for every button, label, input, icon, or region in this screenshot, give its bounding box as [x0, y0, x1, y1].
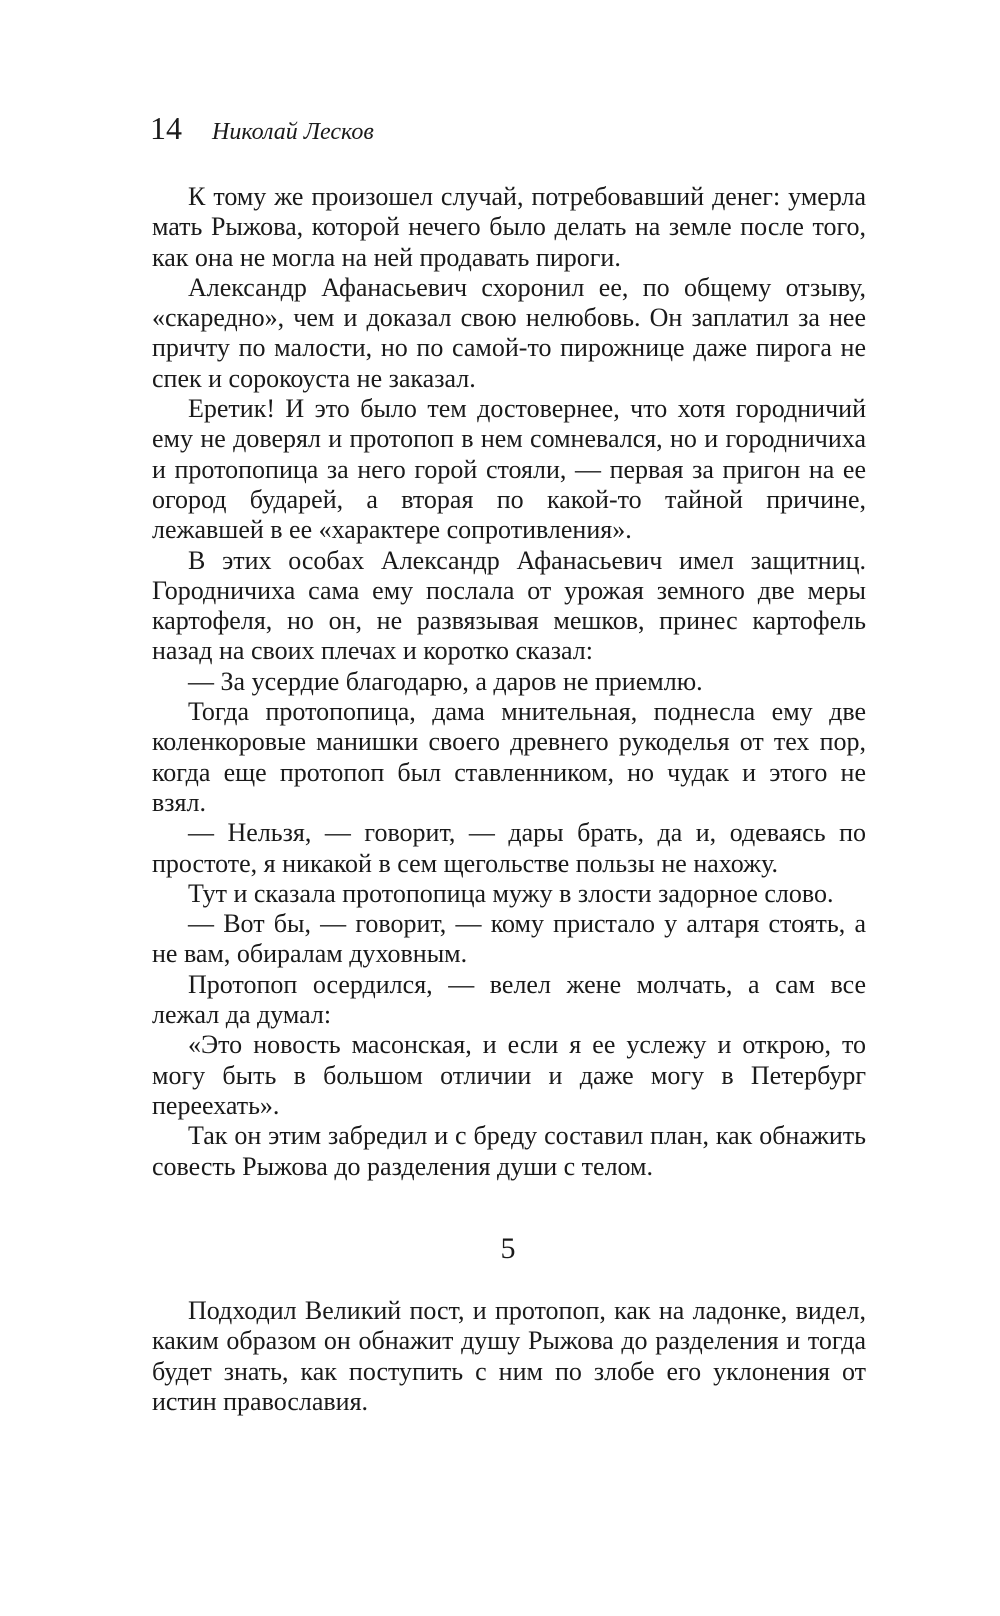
paragraph: Подходил Великий пост, и протопоп, как на ладонке, видел, каким образом он обнажит душу Рыжова до разделения и тогда будет знать, как поступить с ним по злобе его уклонения от истин православия.: [152, 1296, 866, 1416]
paragraph: К тому же произошел случай, потребовавший денег: умерла мать Рыжова, которой нечего было делать на земле после того, как она не могла на ней продавать пироги.: [152, 182, 866, 272]
chapter-5-text: [152, 1296, 866, 1417]
paragraph: Тогда протопопица, дама мнительная, поднесла ему две коленкоровые манишки своего древнего рукоделья от тех пор, когда еще протопоп был ставленником, но чудак и этого не взял.: [152, 697, 866, 817]
page-number: 14: [150, 110, 182, 146]
paragraph: «Это новость масонская, и если я ее услежу и открою, то могу быть в большом отличии и даже могу в Петербург переехать».: [152, 1030, 866, 1120]
running-head: [150, 110, 374, 150]
paragraph: — Вот бы, — говорит, — кому пристало у алтаря стоять, а не вам, обиралам духовным.: [152, 909, 866, 969]
paragraph: Тут и сказала протопопица мужу в злости задорное слово.: [188, 878, 834, 908]
paragraph: — Нельзя, — говорит, — дары брать, да и, одеваясь по простоте, я никакой в сем щегольстве пользы не нахожу.: [152, 818, 866, 878]
paragraph: — За усердие благодарю, а даров не приемлю.: [188, 666, 703, 696]
paragraph: Протопоп осердился, — велел жене молчать, а сам все лежал да думал:: [152, 969, 866, 1030]
paragraph: Так он этим забредил и с бреду составил план, как обнажить совесть Рыжова до разделения души с телом.: [152, 1121, 866, 1181]
chapter-4-text: [152, 182, 866, 1182]
paragraph: В этих особах Александр Афанасьевич имел защитниц. Городничиха сама ему послала от урожая земного две меры картофеля, но он, не развязывая мешков, принес картофель назад на своих плечах и коротко сказал:: [152, 545, 866, 666]
paragraph: Еретик! И это было тем достовернее, что хотя городничий ему не доверял и протопоп в нем сомневался, но и городничиха и протопопица за него горой стояли, — первая за пригон на ее огород бударей, а вторая по какой-то тайной причине, лежавшей в ее «характере сопротивления».: [152, 394, 866, 545]
paragraph: Александр Афанасьевич схоронил ее, по общему отзыву, «скаредно», чем и доказал свою нелюбовь. Он заплатил за нее причту по малости, но по самой-то пирожнице даже пирога не спек и сорокоуста не заказал.: [152, 272, 866, 393]
author-name: Николай Лесков: [212, 119, 374, 145]
chapter-number: 5: [500, 1232, 516, 1265]
